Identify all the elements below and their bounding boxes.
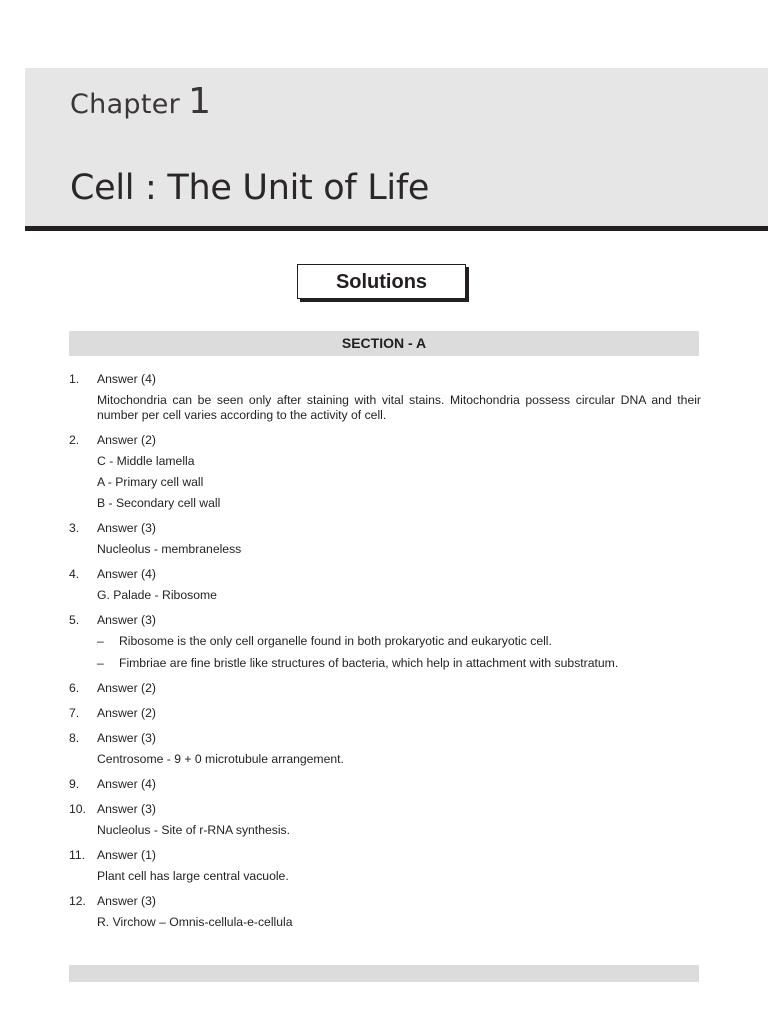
answer-explanation-line: C - Middle lamella [97, 454, 195, 468]
answer-number: 6. [69, 681, 80, 695]
answer-choice: Answer (4) [97, 777, 156, 791]
answer-number: 2. [69, 433, 80, 447]
answer-choice: Answer (2) [97, 433, 156, 447]
answer-number: 11. [69, 848, 86, 862]
answer-explanation-line: Nucleolus - Site of r-RNA synthesis. [97, 823, 291, 837]
dash-glyph: – [97, 634, 104, 648]
answer-bullet [97, 634, 701, 649]
answer-number: 7. [69, 706, 80, 720]
answer-choice: Answer (3) [97, 613, 156, 627]
answer-number: 10. [69, 802, 86, 816]
answer-explanation-line: Nucleolus - membraneless [97, 542, 242, 556]
answer-explanation: Mitochondria can be seen only after staining with vital stains. Mitochondria possess circular DNA and their number per cell varies according to the activity of cell. [97, 393, 701, 422]
chapter-title: Cell : The Unit of Life [70, 168, 430, 208]
answer-choice: Answer (3) [97, 802, 156, 816]
answer-item [69, 433, 701, 511]
answer-list [69, 372, 701, 940]
answer-explanation-line: Centrosome - 9 + 0 microtubule arrangement. [97, 752, 344, 766]
answer-explanation-line: G. Palade - Ribosome [97, 588, 217, 602]
answer-bullet-text: Ribosome is the only cell organelle found in both prokaryotic and eukaryotic cell. [119, 634, 552, 648]
answer-choice: Answer (3) [97, 894, 156, 908]
answer-number: 8. [69, 731, 80, 745]
answer-choice: Answer (2) [97, 681, 156, 695]
answer-item [69, 521, 701, 557]
answer-item [69, 567, 701, 603]
answer-item [69, 372, 701, 423]
answer-item [69, 848, 701, 884]
solutions-heading: Solutions [297, 264, 466, 299]
answer-bullet-text: Fimbriae are fine bristle like structures of bacteria, which help in attachment with substratum. [119, 656, 619, 670]
answer-item [69, 613, 701, 671]
answer-number: 4. [69, 567, 80, 581]
dash-glyph: – [97, 656, 104, 670]
answer-item [69, 706, 701, 721]
answer-item [69, 802, 701, 838]
answer-choice: Answer (3) [97, 731, 156, 745]
chapter-label: Chapter [70, 89, 181, 120]
answer-item [69, 777, 701, 792]
header-rule [25, 226, 768, 231]
answer-choice: Answer (2) [97, 706, 156, 720]
footer-bar [69, 965, 699, 982]
chapter-heading [70, 81, 211, 122]
answer-number: 9. [69, 777, 80, 791]
answer-item [69, 894, 701, 930]
answer-number: 12. [69, 894, 86, 908]
answer-number: 1. [69, 372, 80, 386]
answer-choice: Answer (4) [97, 567, 156, 581]
answer-explanation-line: B - Secondary cell wall [97, 496, 221, 510]
answer-choice: Answer (1) [97, 848, 156, 862]
answer-number: 5. [69, 613, 80, 627]
answer-explanation-line: Plant cell has large central vacuole. [97, 869, 289, 883]
chapter-number: 1 [188, 81, 211, 122]
answer-item [69, 731, 701, 767]
answer-explanation-line: A - Primary cell wall [97, 475, 204, 489]
answer-explanation-line: R. Virchow – Omnis-cellula-e-cellula [97, 915, 293, 929]
answer-item [69, 681, 701, 696]
section-heading: SECTION - A [69, 331, 699, 356]
answer-choice: Answer (4) [97, 372, 156, 386]
answer-bullet [97, 656, 701, 671]
answer-choice: Answer (3) [97, 521, 156, 535]
answer-number: 3. [69, 521, 80, 535]
